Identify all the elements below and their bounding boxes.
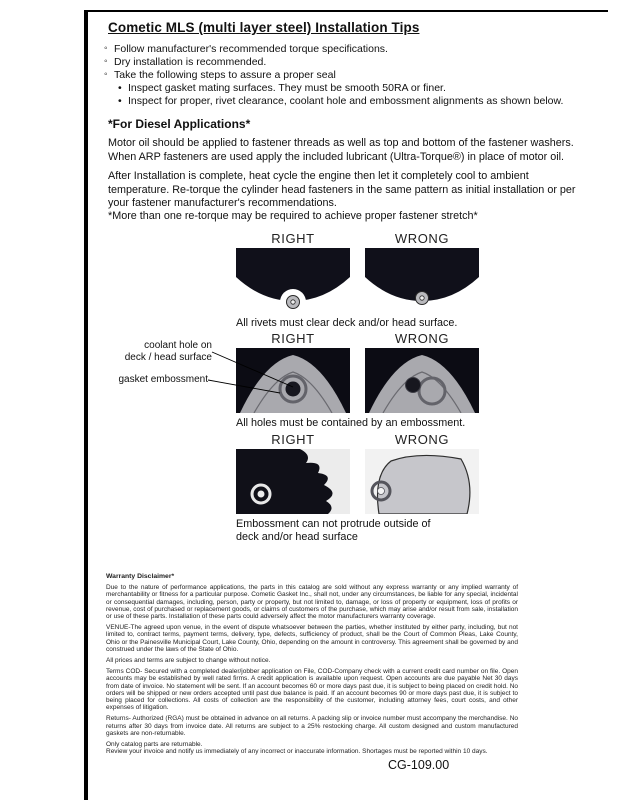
warranty-heading: Warranty Disclaimer* xyxy=(106,573,175,580)
tip-item: ◦ Dry installation is recommended. xyxy=(104,56,604,69)
embossment-wrong-diagram xyxy=(365,449,479,514)
warranty-paragraph-5: Returns- Authorized (RGA) must be obtained in advance on all returns. A packing slip or invoice number must accompany the merchandise. No returns after 30 days from invoice date. All returns are subject to a 25% restocking charge. All custom designed and custom manufactured gaskets are non-returnable. xyxy=(106,715,518,737)
warranty-paragraph-6: Only catalog parts are returnable. xyxy=(106,741,203,749)
diagram-caption-3: Embossment can not protrude outside of deck and/or head surface xyxy=(236,518,431,543)
rivet-wrong-diagram xyxy=(365,248,479,313)
warranty-paragraph-2: VENUE-The agreed upon venue, in the event of dispute whatsoever between the parties, whether instituted by either party, including, but not limited to, contract terms, payment terms, delivery, type, defects, sufficiency of product, shall be the Court of Common Pleas, Lake County, Ohio or the Painesville Municipal Court, Lake County, Ohio, depending on the amount in controversy. This agreement shall be governed by and construed under the laws of the State of Ohio. xyxy=(106,624,518,653)
wrong-label: WRONG xyxy=(394,231,450,246)
diesel-applications-heading: *For Diesel Applications* xyxy=(108,117,251,131)
coolant-hole-callout-line2: deck / head surface xyxy=(124,351,212,363)
tip-sub-item: • Inspect for proper, rivet clearance, coolant hole and embossment alignments as shown below. xyxy=(104,95,604,108)
tip-sub-item: • Inspect gasket mating surfaces. They must be smooth 50RA or finer. xyxy=(104,82,604,95)
right-label: RIGHT xyxy=(271,331,315,346)
right-label: RIGHT xyxy=(271,432,315,447)
tips-list xyxy=(104,43,604,108)
warranty-section xyxy=(106,573,518,759)
warranty-paragraph-7: Review your invoice and notify us immediately of any incorrect or inaccurate information. Shortages must be reported within 10 days. xyxy=(106,748,488,756)
gasket-embossment-callout xyxy=(114,374,208,386)
page-title: Cometic MLS (multi layer steel) Installation Tips xyxy=(108,20,420,35)
diesel-paragraph-2: After Installation is complete, heat cycle the engine then let it completely cool to ambient temperature. Re-torque the cylinder head fasteners in the same pattern as initial installation or per your fastener manufacturer's recommendations. xyxy=(108,170,576,209)
warranty-paragraph-3: All prices and terms are subject to change without notice. xyxy=(106,657,271,665)
embossment-right-diagram xyxy=(236,449,350,514)
embossment-diagram-group xyxy=(236,432,479,543)
rivet-right-diagram xyxy=(236,248,350,313)
wrong-label: WRONG xyxy=(394,432,450,447)
coolant-hole-callout-line1: coolant hole on xyxy=(144,340,212,351)
diagram-caption-1: All rivets must clear deck and/or head surface. xyxy=(236,317,458,329)
doc-number: CG-109.00 xyxy=(388,758,450,772)
holes-wrong-diagram xyxy=(365,348,479,413)
coolant-hole-callout xyxy=(114,340,212,363)
page-border-left xyxy=(84,10,88,800)
diagram-caption-2: All holes must be contained by an embossment. xyxy=(236,417,466,429)
right-wrong-labels xyxy=(236,231,479,246)
tip-item: ◦ Follow manufacturer's recommended torque specifications. xyxy=(104,43,604,56)
retorque-note: *More than one re-torque may be required to achieve proper fastener stretch* xyxy=(108,210,478,222)
rivet-diagram-group xyxy=(236,231,479,329)
wrong-label: WRONG xyxy=(394,331,450,346)
right-wrong-labels xyxy=(236,432,479,447)
tip-item: ◦ Take the following steps to assure a proper seal xyxy=(104,69,604,82)
warranty-paragraph-1: Due to the nature of performance applications, the parts in this catalog are sold without any express warranty or any implied warranty of merchantability or fitness for a particular purpose. Cometic Gasket Inc., shall not, under any circumstances, be liable for any special, incidental or consequential damages, including, person, party or property, but not limited to, damage, or loss of property or equipment, loss of profits or revenue, cost of purchased or replacement goods, or claims of customers of the purchase, which may arise and/or result from sale, installation or use of these parts. Installation of these parts could adversely affect the motor manufacturers warranty coverage. xyxy=(106,584,518,621)
right-label: RIGHT xyxy=(271,231,315,246)
warranty-paragraph-4: Terms COD- Secured with a completed dealer/jobber application on File, COD-Company check with a current credit card number on file. Open accounts may be established by well rated firms. A credit application is available upon request. Open accounts are due payable Net 30 days from date of invoice. No statement will be sent. If an account becomes 60 or more days past due, it is subject to being placed on credit hold. No orders will be shipped or new orders accepted until past due balance is paid. If an account becomes 90 or more days past due, it is subject to being placed for collections. All costs of collection are the responsibility of the customer, including attorney fees, court costs, and other expenses of litigation. xyxy=(106,668,518,712)
gasket-embossment-callout-label: gasket embossment xyxy=(118,374,208,385)
page-border-top xyxy=(84,10,608,12)
callout-leader-lines xyxy=(200,338,310,408)
diesel-paragraph-1: Motor oil should be applied to fastener threads as well as top and bottom of the fastener washers. When ARP fasteners are used apply the included lubricant (Ultra-Torque®) in place of motor oil. xyxy=(108,137,574,163)
